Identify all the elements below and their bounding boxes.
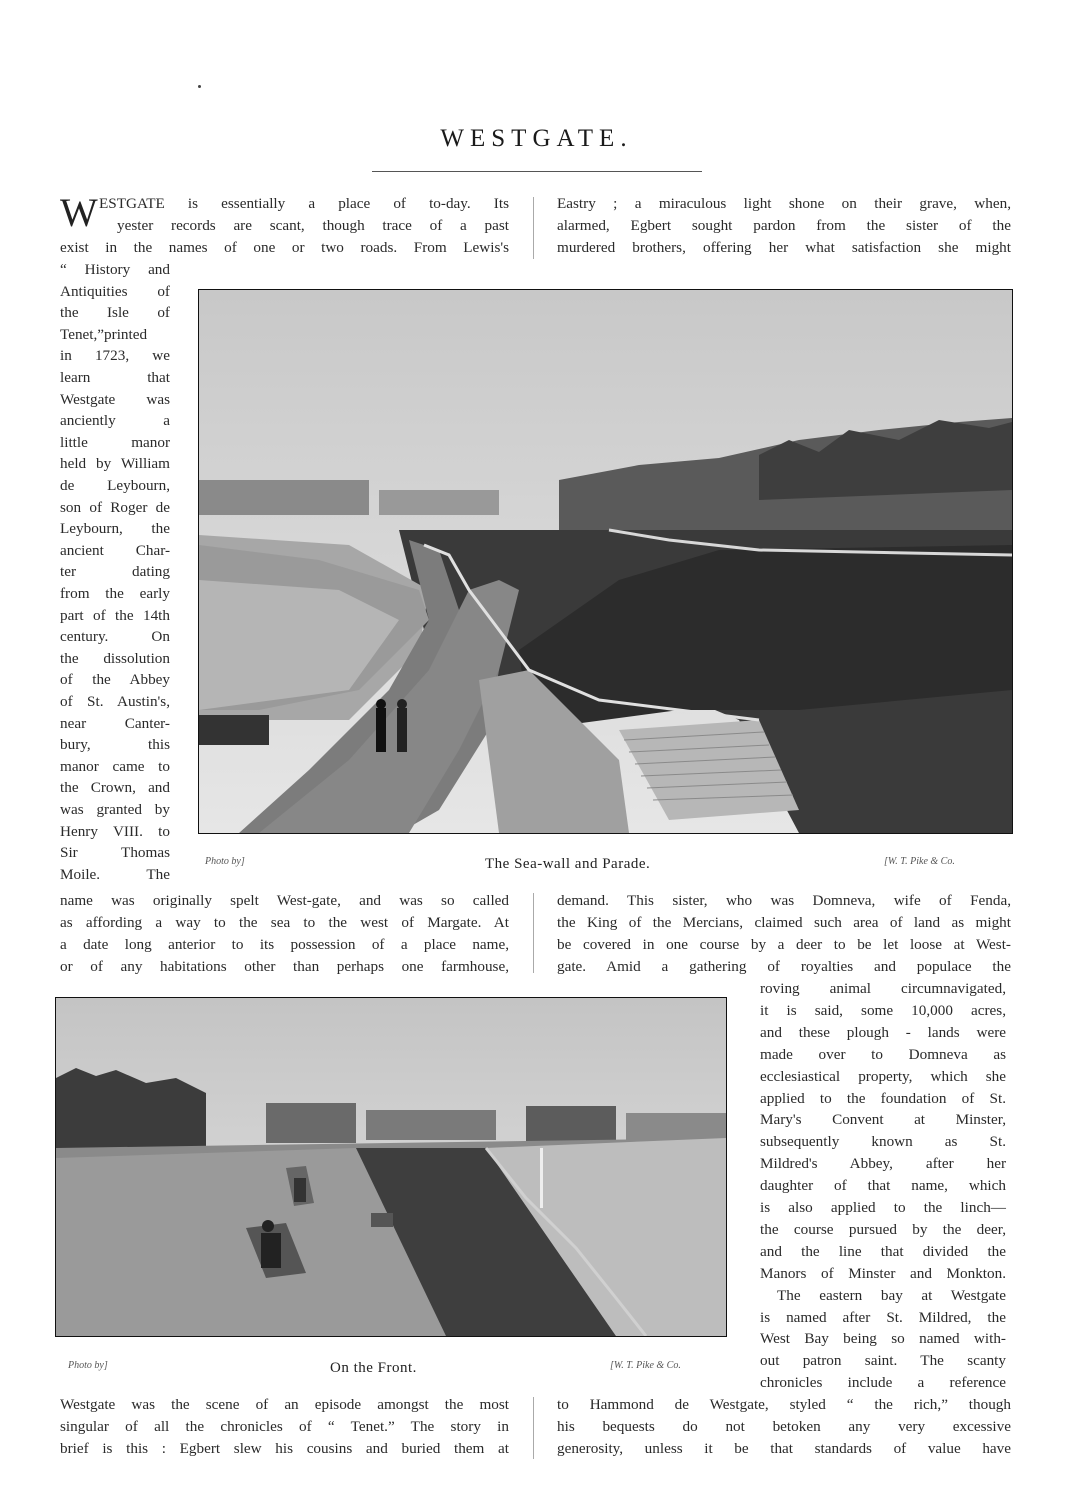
text-line: in 1723, we [60, 347, 170, 365]
text-line: murdered brothers, offering her what satisfaction she might [557, 239, 1011, 256]
text-line: demand. This sister, who was Domneva, wife of Fenda, [557, 892, 1011, 909]
title-rule [372, 171, 702, 172]
text-line: is named after St. Mildred, the [760, 1308, 1006, 1326]
photo-credit-right: [W. T. Pike & Co. [884, 856, 955, 867]
column-divider [533, 893, 534, 973]
text-line: Westgate was [60, 390, 170, 408]
text-line: Mary's Convent at Minster, [760, 1111, 1006, 1129]
text-line: was granted by [60, 801, 170, 818]
text-line: Moile. The [60, 865, 170, 883]
text-line: and these plough - lands were [760, 1023, 1006, 1041]
text-line: bury, this [60, 736, 170, 754]
text-line: yester records are scant, though trace of a past [117, 217, 509, 234]
text-line: century. On [60, 628, 170, 646]
text-line: made over to Domneva as [760, 1045, 1006, 1063]
text-line: Westgate was the scene of an episode amongst the most [60, 1396, 509, 1413]
text-line: as affording a way to the sea to the west of Margate. At [60, 914, 509, 931]
text-line: Eastry ; a miraculous light shone on their grave, when, [557, 195, 1011, 212]
text-line: of the Abbey [60, 671, 170, 689]
photo-sea-wall-and-parade [198, 289, 1013, 834]
text-line: de Leybourn, [60, 477, 170, 494]
text-line: Mildred's Abbey, after her [760, 1155, 1006, 1173]
text-line: the course pursued by the deer, [760, 1220, 1006, 1238]
text-line: held by William [60, 455, 170, 473]
text-line: ancient Char- [60, 541, 170, 559]
text-line: ecclesiastical property, which she [760, 1067, 1006, 1085]
text-line: the dissolution [60, 649, 170, 667]
text-line: “ History and [60, 261, 170, 278]
text-line: to Hammond de Westgate, styled “ the rich,” though [557, 1396, 1011, 1413]
drop-cap: W [60, 190, 98, 235]
text-line: manor came to [60, 757, 170, 775]
text-line: alarmed, Egbert sought pardon from the sister of the [557, 217, 1011, 234]
text-line: of St. Austin's, [60, 693, 170, 710]
text-line: a date long anterior to its possession of a place name, [60, 936, 509, 953]
text-line: from the early [60, 585, 170, 602]
text-line: chronicles include a reference [760, 1374, 1006, 1392]
text-line: be covered in one course by a deer to be let loose at West- [557, 936, 1011, 953]
text-line: Manors of Minster and Monkton. [760, 1264, 1006, 1282]
page-title: WESTGATE. [440, 125, 633, 152]
text-line: brief is this : Egbert slew his cousins and buried them at [60, 1440, 509, 1457]
text-line: applied to the foundation of St. [760, 1089, 1006, 1107]
photo-credit-left: Photo by] [68, 1360, 108, 1371]
text-line: the Crown, and [60, 779, 170, 797]
text-line: singular of all the chronicles of “ Tenet.” The story in [60, 1418, 509, 1435]
photo-credit-left: Photo by] [205, 856, 245, 867]
photo-credit-right: [W. T. Pike & Co. [610, 1360, 681, 1371]
text-line: Leybourn, the [60, 520, 170, 538]
text-line: anciently a [60, 412, 170, 430]
column-divider [533, 1397, 534, 1459]
text-line: daughter of that name, which [760, 1177, 1006, 1195]
text-line: Henry VIII. to [60, 822, 170, 840]
photo-on-the-front [55, 997, 727, 1337]
text-line: his bequests do not betoken any very excessive [557, 1418, 1011, 1435]
text-line: West Bay being so named with- [760, 1330, 1006, 1348]
column-divider [533, 197, 534, 259]
text-line: the Isle of [60, 304, 170, 322]
text-line: son of Roger de [60, 498, 170, 516]
text-line: ter dating [60, 563, 170, 581]
text-line: ESTGATE is essentially a place of to-day. Its [99, 195, 509, 212]
printer-speck [198, 85, 201, 88]
text-line: subsequently known as St. [760, 1133, 1006, 1151]
text-line: generosity, unless it be that standards of value have [557, 1440, 1011, 1457]
text-line: near Canter- [60, 714, 170, 732]
photo-caption: On the Front. [330, 1360, 417, 1376]
text-line: part of the 14th [60, 606, 170, 624]
text-line: is also applied to the linch— [760, 1199, 1006, 1216]
text-line: exist in the names of one or two roads. From Lewis's [60, 239, 509, 256]
text-line: name was originally spelt West-gate, and was so called [60, 892, 509, 909]
text-line: learn that [60, 369, 170, 386]
text-line: the King of the Mercians, claimed such area of land as might [557, 914, 1011, 931]
text-line: or of any habitations other than perhaps one farmhouse, [60, 958, 509, 975]
text-line: Antiquities of [60, 282, 170, 300]
text-line: gate. Amid a gathering of royalties and populace the [557, 958, 1011, 975]
text-line: out patron saint. The scanty [760, 1352, 1006, 1370]
text-line: roving animal circumnavigated, [760, 980, 1006, 997]
text-line: it is said, some 10,000 acres, [760, 1001, 1006, 1019]
photo-caption: The Sea-wall and Parade. [485, 856, 651, 872]
text-line: and the line that divided the [760, 1242, 1006, 1260]
text-line: Tenet,”printed [60, 325, 148, 343]
text-line: The eastern bay at Westgate [777, 1286, 1006, 1304]
text-line: Sir Thomas [60, 844, 170, 862]
text-line: little manor [60, 433, 170, 451]
